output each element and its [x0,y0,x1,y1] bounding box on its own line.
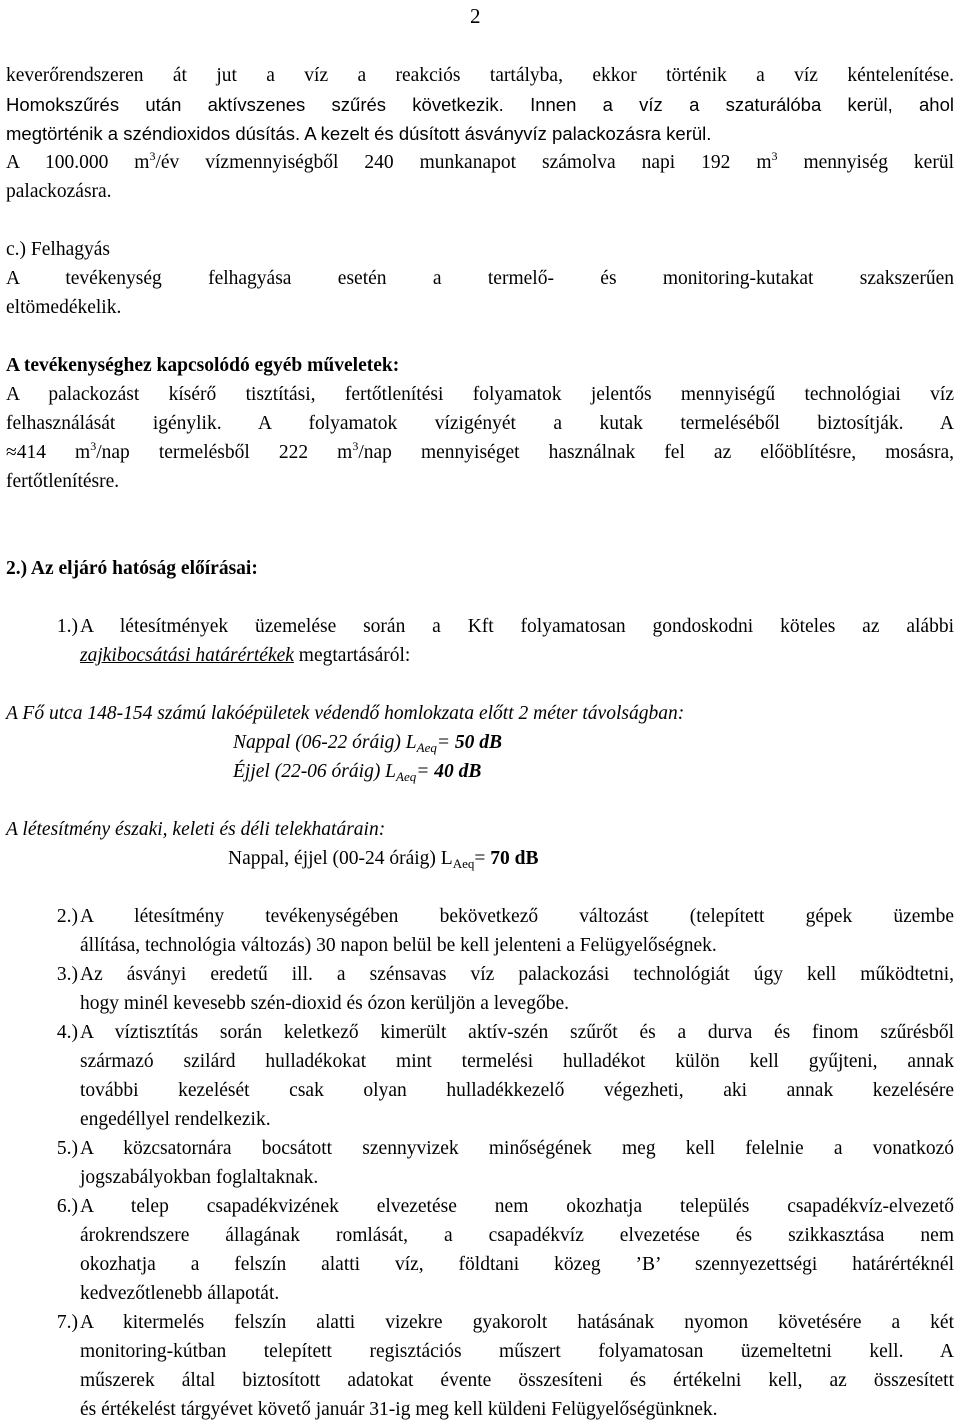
text-line: okozhatja a felszín alatti víz, földtani közeg ’B’ szennyezettségi határértéknél [80,1254,954,1275]
volume-line: A 100.000 $m^3/év$ vízmennyiségből 240 munkanapot számolva napi 192 $m^3$ mennyiség kerül [6,149,954,173]
related-operations [6,351,954,496]
text-line: A tevékenység felhagyása esetén a termelő- és monitoring-kutakat szakszerűen [6,268,954,289]
text-line: jogszabályokban foglaltaknak. [80,1167,319,1188]
text-line: hogy minél kevesebb szén-dioxid és ózon kerüljön a levegőbe. [80,993,569,1014]
text-line: A közcsatornára bocsátott szennyvizek minőségének meg kell felelnie a vonatkozó [80,1138,954,1159]
authority-heading: 2.) Az eljáró hatóság előírásai: [6,558,258,579]
text-line: műszerek által biztosított adatokat évente összesíteni és értékelni kell, az összesített [80,1370,954,1391]
text-line: további kezelését csak olyan hulladékkezelő végezheti, aki annak kezelésére [80,1080,954,1101]
text-line: A létesítmények üzemelése során a Kft folyamatosan gondoskodni köteles az alábbi [80,616,954,637]
text-line: eltömedékelik. [6,297,122,318]
text-line: megtörténik a széndioxidos dúsítás. A kezelt és dúsított ásványvíz palackozásra kerül. [6,123,712,144]
item-number: 4.) [56,1022,78,1043]
text-line: származó szilárd hulladékokat mint termelési hulladékot külön kell gyűjteni, annak [80,1051,954,1072]
text-line: kedvezőtlenebb állapotát. [80,1283,280,1304]
text-line: A létesítmény tevékenységében bekövetkező változást (telepített gépek üzembe [80,906,954,927]
location-heading: A létesítmény északi, keleti és déli telekhatárain: [6,819,386,840]
location-heading: A Fő utca 148-154 számú lakóépületek védendő homlokzata előtt 2 méter távolságban: [6,703,685,724]
item-number: 1.) [56,616,78,637]
text-line: monitoring-kútban telepített regisztációs műszert folyamatosan üzemeltetni kell. A [80,1341,954,1362]
authority-requirements [6,554,954,1424]
text-line: keverőrendszeren át jut a víz a reakciós tartályba, ekkor történik a víz kéntelenítése. [6,65,954,86]
limit-night: Éjjel (22-06 óráig) $L_{Aeq}= 40$ dB [233,761,482,784]
text-line: engedéllyel rendelkezik. [80,1109,271,1130]
text-line: árokrendszere állagának romlását, a csapadékvíz elvezetése és szikkasztása nem [80,1225,954,1246]
page-body [6,61,954,1424]
intro-paragraph [6,61,954,206]
text-line: A telep csapadékvizének elvezetése nem okozhatja település csapadékvíz-elvezető [80,1196,954,1217]
list-item [6,902,954,960]
item-number: 2.) [56,906,78,927]
text-line: állítása, technológia változás) 30 napon belül be kell jelenteni a Felügyelőségnek. [80,935,717,956]
limit-day: Nappal (06-22 óráig) $L_{Aeq}= 50$ dB [233,732,503,755]
text-line: és értékelést tárgyévet követő január 31-ig meg kell küldeni Felügyelőségünknek. [80,1399,718,1420]
text-line: A kitermelés felszín alatti vizekre gyakorolt hatásának nyomon követésére a két [80,1312,954,1333]
list-item [6,1134,954,1192]
limit-allday: Nappal, éjjel (00-24 óráig) $L_{Aeq}= 70$ dB [228,848,539,871]
operations-heading: A tevékenységhez kapcsolódó egyéb műveletek: [6,355,400,376]
text-line: A víztisztítás során keletkező kimerült aktív-szén szűrőt és a durva és finom szűrésből [80,1022,954,1043]
item-number: 3.) [56,964,78,985]
list-item [6,612,954,670]
text-line: Homokszűrés után aktívszenes szűrés következik. Innen a víz a szaturálóba kerül, ahol [6,94,954,115]
text-line: felhasználását igénylik. A folyamatok vízigényét a kutak termeléséből biztosítják. A [6,413,954,434]
text-line: fertőtlenítésre. [6,471,120,492]
section-c-heading: c.) Felhagyás [6,239,110,260]
list-item [6,960,954,1018]
item-number: 7.) [56,1312,78,1333]
text-line: palackozásra. [6,181,112,202]
section-c [6,235,954,322]
item-number: 6.) [56,1196,78,1217]
list-item [6,1192,954,1308]
item-number: 5.) [56,1138,78,1159]
text-line: zajkibocsátási határértékek megtartásáról: [80,645,411,666]
water-volume-line: ≈414 $m^3$/nap termelésből 222 $m^3$/nap mennyiséget használnak fel az előöblítésre, mosásra, [6,439,954,463]
page-number: 2 [470,4,481,28]
list-item [6,1018,954,1134]
text-line: Az ásványi eredetű ill. a szénsavas víz palackozási technológiát úgy kell működtetni, [80,964,954,985]
text-line: A palackozást kísérő tisztítási, fertőtlenítési folyamatok jelentős mennyiségű technológiai víz [6,384,954,405]
list-item [6,1308,954,1424]
